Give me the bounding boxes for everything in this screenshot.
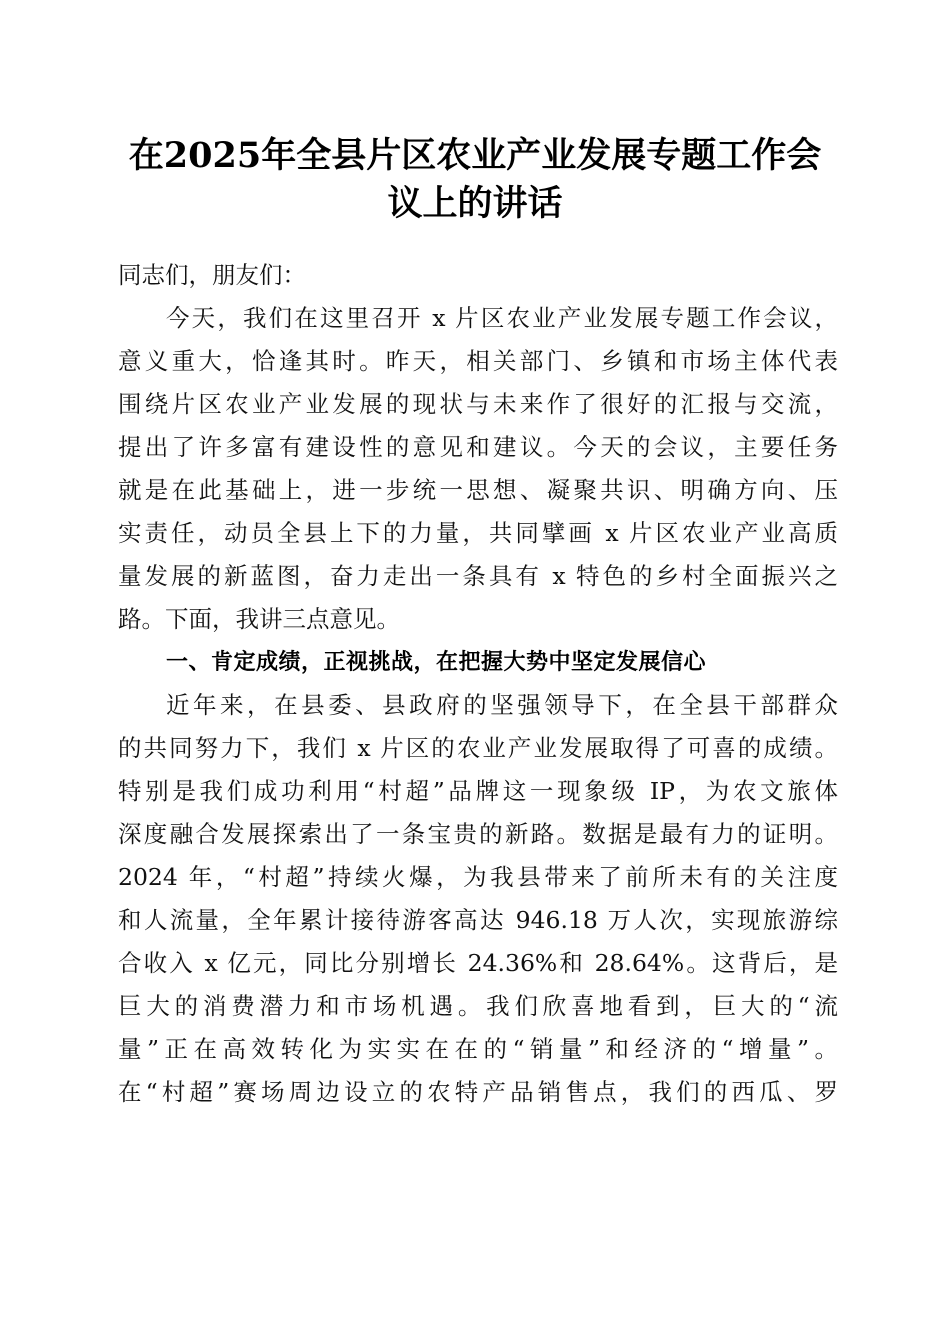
paragraph-line: 特别是我们成功利用“村超”品牌这一现象级 IP，为农文旅体 <box>118 777 838 805</box>
document-title <box>100 132 850 228</box>
paragraph-line: 的共同努力下，我们 x 片区的农业产业发展取得了可喜的成绩。 <box>118 734 838 762</box>
title-line-2: 议上的讲话 <box>387 183 563 224</box>
salutation: 同志们，朋友们： <box>118 261 306 289</box>
paragraph-line: 近年来，在县委、县政府的坚强领导下，在全县干部群众 <box>166 691 838 719</box>
paragraph-line: 今天，我们在这里召开 x 片区农业产业发展专题工作会议， <box>166 304 838 332</box>
paragraph-line: 在“村超”赛场周边设立的农特产品销售点，我们的西瓜、罗 <box>118 1078 838 1106</box>
paragraph-line: 深度融合发展探索出了一条宝贵的新路。数据是最有力的证明。 <box>118 820 838 848</box>
section-heading: 一、肯定成绩，正视挑战，在把握大势中坚定发展信心 <box>166 650 707 675</box>
paragraph-line: 量”正在高效转化为实实在在的“销量”和经济的“增量”。 <box>118 1035 838 1063</box>
paragraph-line: 和人流量，全年累计接待游客高达 946.18 万人次，实现旅游综 <box>118 906 838 934</box>
paragraph-line: 意义重大，恰逢其时。昨天，相关部门、乡镇和市场主体代表 <box>118 347 838 375</box>
document-body <box>118 254 838 1114</box>
paragraph-line: 2024 年，“村超”持续火爆，为我县带来了前所未有的关注度 <box>118 863 838 891</box>
paragraph-line: 合收入 x 亿元，同比分别增长 24.36%和 28.64%。这背后，是 <box>118 949 838 977</box>
paragraph-line: 围绕片区农业产业发展的现状与未来作了很好的汇报与交流， <box>118 390 838 418</box>
paragraph-opening <box>118 297 838 641</box>
paragraph-achievements <box>118 684 838 1114</box>
title-line-1: 在2025年全县片区农业产业发展专题工作会 <box>128 135 822 176</box>
paragraph-line: 路。下面，我讲三点意见。 <box>118 605 400 633</box>
paragraph-line: 量发展的新蓝图，奋力走出一条具有 x 特色的乡村全面振兴之 <box>118 562 838 590</box>
paragraph-line: 实责任，动员全县上下的力量，共同擘画 x 片区农业产业高质 <box>118 519 838 547</box>
paragraph-line: 就是在此基础上，进一步统一思想、凝聚共识、明确方向、压 <box>118 476 838 504</box>
paragraph-line: 提出了许多富有建设性的意见和建议。今天的会议，主要任务 <box>118 433 838 461</box>
paragraph-line: 巨大的消费潜力和市场机遇。我们欣喜地看到，巨大的“流 <box>118 992 838 1020</box>
